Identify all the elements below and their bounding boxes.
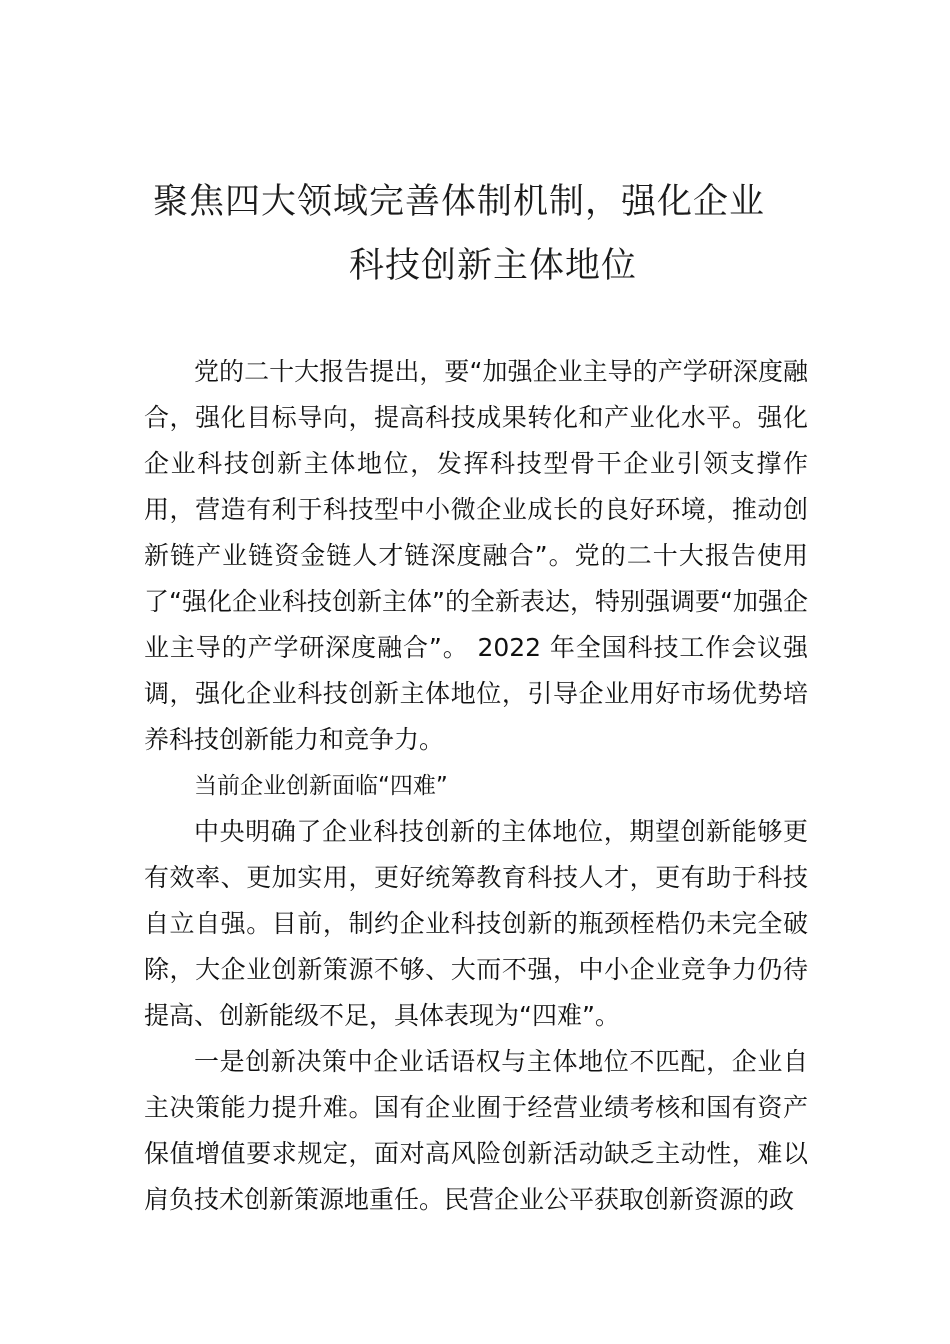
document-body — [144, 349, 808, 1223]
paragraph-overview: 中央明确了企业科技创新的主体地位，期望创新能够更有效率、更加实用，更好统筹教育科技人才，更有助于科技自立自强。目前，制约企业科技创新的瓶颈桎梏仍未完全破除，大企业创新策源不够、大而不强，中小企业竞争力仍待提高、创新能级不足，具体表现为“四难”。 — [144, 817, 808, 1030]
document-title-line-2: 科技创新主体地位 — [348, 246, 637, 286]
document-title-line-1: 聚焦四大领域完善体制机制，强化企业 — [152, 182, 765, 222]
section-heading: 当前企业创新面临“四难” — [194, 773, 448, 799]
paragraph-point-one: 一是创新决策中企业话语权与主体地位不匹配，企业自主决策能力提升难。国有企业囿于经营业绩考核和国有资产保值增值要求规定，面对高风险创新活动缺乏主动性，难以肩负技术创新策源地重任。民营企业公平获取创新资源的政 — [144, 1047, 808, 1214]
paragraph-intro: 党的二十大报告提出，要“加强企业主导的产学研深度融合，强化目标导向，提高科技成果转化和产业化水平。强化企业科技创新主体地位，发挥科技型骨干企业引领支撑作用，营造有利于科技型中小微企业成长的良好环境，推动创新链产业链资金链人才链深度融合”。党的二十大报告使用 了“强化企业科技创新主体”的全新表达，特别强调要“加强企业主导的产学研深度融合”。 2022 年全国科技工作会议强调，强化企业科技创新主体地位，引导企业用好市场优势培养科技创新能力和竞争力。 — [144, 357, 808, 754]
